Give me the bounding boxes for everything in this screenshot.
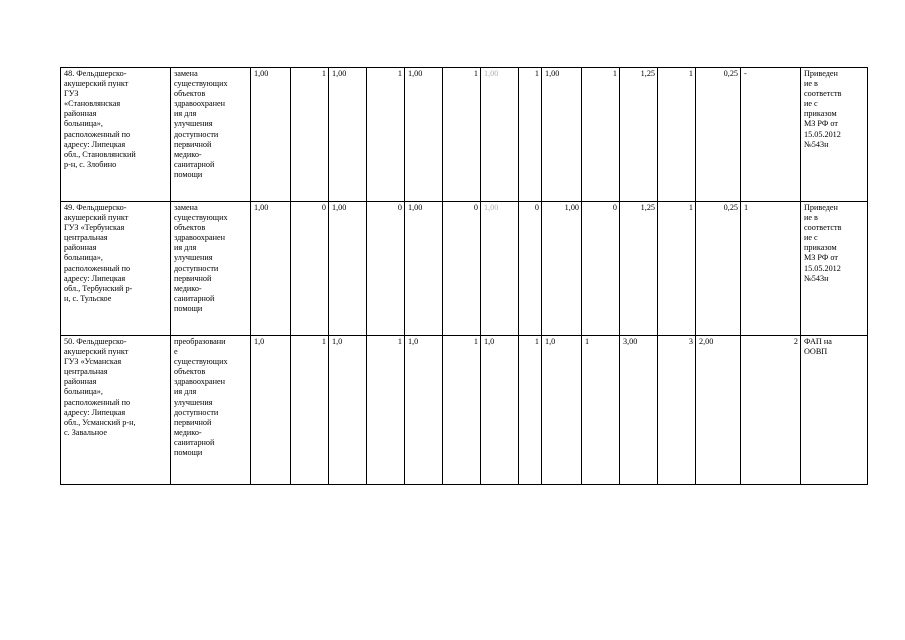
value-cell: 1,0: [329, 336, 367, 485]
value-cell: 1,0: [251, 336, 291, 485]
count-cell: 1: [291, 68, 329, 202]
value-cell: 1,00: [329, 68, 367, 202]
count-cell: 1: [367, 336, 405, 485]
table-row: [61, 68, 868, 202]
count-cell: 1: [367, 68, 405, 202]
facility-name-cell: 49. Фельдшерско- акушерский пункт ГУЗ «Тербунская центральная районная больница», расположенный по адресу: Липецкая обл., Тербунский р- н, с. Тульское: [61, 202, 171, 336]
count-cell: 3: [658, 336, 696, 485]
count-cell: -: [741, 68, 801, 202]
value-cell: 1,0: [405, 336, 443, 485]
note-cell: Приведен ие в соответств ие с приказом МЗ РФ от 15.05.2012 №543н: [801, 202, 868, 336]
table-row: [61, 336, 868, 485]
note-cell: ФАП на ООВП: [801, 336, 868, 485]
value-cell: 3,00: [620, 336, 658, 485]
count-cell: 0: [291, 202, 329, 336]
value-cell: 1,00: [542, 68, 582, 202]
facility-name-cell: 48. Фельдшерско- акушерский пункт ГУЗ «Становлянская районная больница», расположенный по адресу: Липецкая обл., Становлянский р-н, с. Злобино: [61, 68, 171, 202]
action-cell: преобразовани е существующих объектов здравоохранен ия для улучшения доступности первичной медико- санитарной помощи: [171, 336, 251, 485]
facilities-table: [60, 67, 868, 485]
count-cell: 1: [291, 336, 329, 485]
value-cell: 0,25: [696, 202, 741, 336]
count-cell: 0: [582, 202, 620, 336]
count-cell: 0: [443, 202, 481, 336]
count-cell: 0: [367, 202, 405, 336]
count-cell: 1: [519, 336, 542, 485]
facility-name-cell: 50. Фельдшерско- акушерский пункт ГУЗ «Усманская центральная районная больница», расположенный по адресу: Липецкая обл., Усманский р-н, с. Завальное: [61, 336, 171, 485]
count-cell: 1: [582, 336, 620, 485]
value-cell: 1,0: [481, 336, 519, 485]
value-cell: 1,00: [251, 68, 291, 202]
count-cell: 1: [658, 68, 696, 202]
count-cell: 1: [741, 202, 801, 336]
count-cell: 2: [741, 336, 801, 485]
value-cell: 1,00: [481, 202, 519, 336]
count-cell: 1: [443, 68, 481, 202]
value-cell: 1,00: [481, 68, 519, 202]
table-row: [61, 202, 868, 336]
count-cell: 0: [519, 202, 542, 336]
value-cell: 1,0: [542, 336, 582, 485]
count-cell: 1: [658, 202, 696, 336]
value-cell: 1,00: [329, 202, 367, 336]
note-cell: Приведен ие в соответств ие с приказом МЗ РФ от 15.05.2012 №543н: [801, 68, 868, 202]
action-cell: замена существующих объектов здравоохранен ия для улучшения доступности первичной медико- санитарной помощи: [171, 202, 251, 336]
value-cell: 2,00: [696, 336, 741, 485]
value-cell: 1,00: [405, 202, 443, 336]
count-cell: 1: [582, 68, 620, 202]
value-cell: 1,25: [620, 202, 658, 336]
action-cell: замена существующих объектов здравоохранен ия для улучшения доступности первичной медико- санитарной помощи: [171, 68, 251, 202]
value-cell: 1,00: [542, 202, 582, 336]
value-cell: 1,00: [405, 68, 443, 202]
value-cell: 1,25: [620, 68, 658, 202]
value-cell: 0,25: [696, 68, 741, 202]
value-cell: 1,00: [251, 202, 291, 336]
count-cell: 1: [519, 68, 542, 202]
count-cell: 1: [443, 336, 481, 485]
